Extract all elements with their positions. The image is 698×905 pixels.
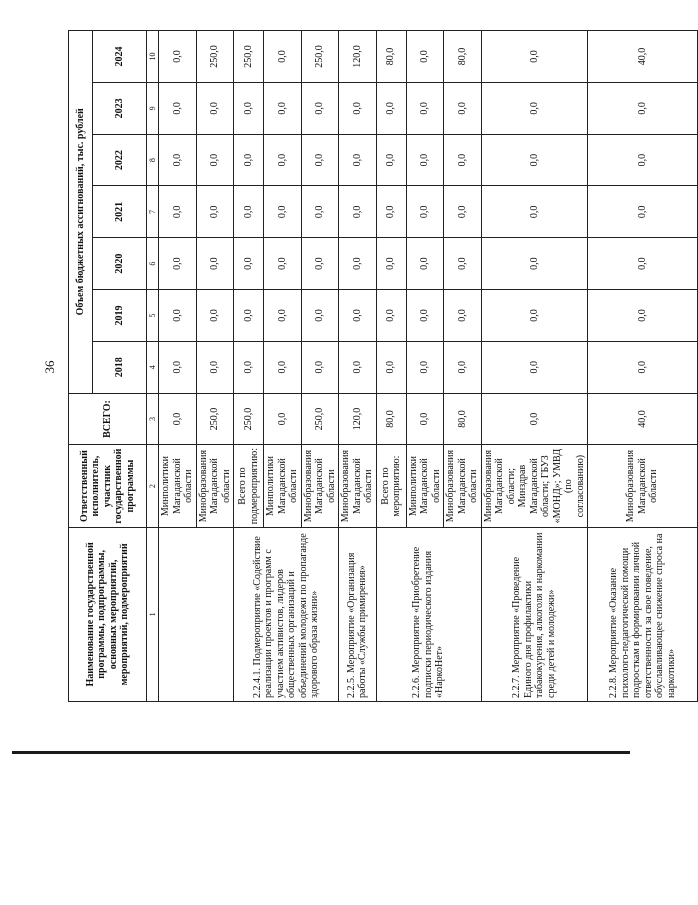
year-value: 0,0 <box>159 290 197 342</box>
header-year-2023: 2023 <box>93 82 147 134</box>
executor-cell: Минполитики Магаданской области <box>264 445 302 527</box>
year-value: 0,0 <box>264 341 302 393</box>
column-number: 10 <box>147 31 159 83</box>
year-value: 0,0 <box>264 31 302 83</box>
year-value: 0,0 <box>376 290 406 342</box>
year-value: 0,0 <box>376 186 406 238</box>
table-row <box>234 31 264 702</box>
year-value: 0,0 <box>444 82 482 134</box>
year-value: 0,0 <box>339 186 377 238</box>
header-name: Наименование государственной программы, подпрограммы, основных мероприятий, мероприятий, подмероприятий <box>69 527 147 701</box>
activity-name: 2.2.5. Мероприятие «Организация работы «Службы примирения» <box>339 527 377 701</box>
column-number: 4 <box>147 341 159 393</box>
year-value: 0,0 <box>196 186 234 238</box>
header-executor: Ответственный исполнитель, участник государственной программы <box>69 445 147 527</box>
year-value: 0,0 <box>234 238 264 290</box>
page-number: 36 <box>42 360 57 374</box>
year-value: 0,0 <box>481 134 588 186</box>
year-value: 0,0 <box>444 238 482 290</box>
year-value: 0,0 <box>196 134 234 186</box>
total-value: 40,0 <box>588 393 698 445</box>
year-value: 0,0 <box>406 82 444 134</box>
year-value: 80,0 <box>376 31 406 83</box>
year-value: 0,0 <box>264 186 302 238</box>
year-value: 0,0 <box>588 82 698 134</box>
year-value: 0,0 <box>196 290 234 342</box>
total-value: 80,0 <box>376 393 406 445</box>
executor-cell: Всего по мероприятию: <box>376 445 406 527</box>
year-value: 0,0 <box>159 186 197 238</box>
year-value: 0,0 <box>301 341 339 393</box>
year-value: 0,0 <box>406 186 444 238</box>
year-value: 40,0 <box>588 31 698 83</box>
year-value: 0,0 <box>301 238 339 290</box>
column-number: 7 <box>147 186 159 238</box>
year-value: 0,0 <box>159 82 197 134</box>
year-value: 0,0 <box>159 238 197 290</box>
year-value: 0,0 <box>376 341 406 393</box>
year-value: 0,0 <box>481 238 588 290</box>
year-value: 0,0 <box>339 341 377 393</box>
header-budget-group: Объем бюджетных ассигнований, тыс. рублей <box>69 31 93 394</box>
year-value: 0,0 <box>339 134 377 186</box>
year-value: 0,0 <box>444 134 482 186</box>
year-value: 0,0 <box>588 290 698 342</box>
total-value: 0,0 <box>159 393 197 445</box>
table-row <box>376 31 406 702</box>
year-value: 80,0 <box>444 31 482 83</box>
header-year-2022: 2022 <box>93 134 147 186</box>
year-value: 0,0 <box>376 134 406 186</box>
page-divider <box>12 751 630 754</box>
year-value: 0,0 <box>481 186 588 238</box>
year-value: 0,0 <box>444 290 482 342</box>
executor-cell: Минполитики Магаданской области <box>159 445 197 527</box>
year-value: 0,0 <box>234 341 264 393</box>
year-value: 250,0 <box>301 31 339 83</box>
activity-name: 2.2.4.1. Подмероприятие «Содействие реализации проектов и программ с участием активистов, лидеров общественных организаций и объединений молодежи по пропаганде здорового образа жизни» <box>234 527 339 701</box>
total-value: 250,0 <box>234 393 264 445</box>
year-value: 0,0 <box>588 238 698 290</box>
year-value: 0,0 <box>588 186 698 238</box>
executor-cell: Минобразования Магаданской области <box>339 445 377 527</box>
executor-cell: Минобразования Магаданской области <box>196 445 234 527</box>
total-value: 250,0 <box>301 393 339 445</box>
year-value: 0,0 <box>301 82 339 134</box>
executor-cell: Минобразования Магаданской области <box>444 445 482 527</box>
year-value: 0,0 <box>234 134 264 186</box>
year-value: 0,0 <box>376 238 406 290</box>
executor-cell: Всего по подмероприятию: <box>234 445 264 527</box>
year-value: 0,0 <box>339 82 377 134</box>
year-value: 0,0 <box>234 82 264 134</box>
year-value: 0,0 <box>588 134 698 186</box>
table-row <box>339 31 377 702</box>
year-value: 0,0 <box>301 134 339 186</box>
total-value: 250,0 <box>196 393 234 445</box>
table-row <box>588 31 698 702</box>
year-value: 0,0 <box>264 290 302 342</box>
column-number: 1 <box>147 527 159 701</box>
header-year-2019: 2019 <box>93 290 147 342</box>
year-value: 0,0 <box>339 238 377 290</box>
year-value: 0,0 <box>264 134 302 186</box>
year-value: 250,0 <box>196 31 234 83</box>
activity-name: 2.2.7. Мероприятие «Проведение Единого дня профилактики табакокурения, алкоголя и наркомании среди детей и молодежи» <box>481 527 588 701</box>
year-value: 0,0 <box>196 82 234 134</box>
year-value: 0,0 <box>481 290 588 342</box>
column-number: 2 <box>147 445 159 527</box>
total-value: 80,0 <box>444 393 482 445</box>
activity-name: 2.2.8. Мероприятие «Оказание психолого-педагогической помощи подросткам в формировании личной ответственности за свое поведение, обуславливающее снижение спроса на наркотики» <box>588 527 698 701</box>
year-value: 0,0 <box>301 290 339 342</box>
executor-cell: Минполитики Магаданской области <box>406 445 444 527</box>
year-value: 0,0 <box>406 134 444 186</box>
year-value: 0,0 <box>196 341 234 393</box>
year-value: 0,0 <box>159 341 197 393</box>
year-value: 0,0 <box>406 341 444 393</box>
total-value: 0,0 <box>481 393 588 445</box>
executor-cell: Минобразования Магаданской области; Минздрав Магаданской области; ГБУЗ «МОНД»; УМВД (по согласованию) <box>481 445 588 527</box>
column-number: 9 <box>147 82 159 134</box>
year-value: 0,0 <box>301 186 339 238</box>
activity-name: 2.2.6. Мероприятие «Приобретение подписки периодического издания «НаркоНет» <box>376 527 481 701</box>
total-value: 0,0 <box>406 393 444 445</box>
year-value: 0,0 <box>406 238 444 290</box>
year-value: 0,0 <box>264 82 302 134</box>
table-row <box>159 31 197 702</box>
year-value: 0,0 <box>481 31 588 83</box>
activity-name <box>159 527 234 701</box>
year-value: 0,0 <box>234 290 264 342</box>
year-value: 250,0 <box>234 31 264 83</box>
year-value: 0,0 <box>159 134 197 186</box>
header-total: ВСЕГО: <box>69 393 147 445</box>
year-value: 120,0 <box>339 31 377 83</box>
year-value: 0,0 <box>444 186 482 238</box>
year-value: 0,0 <box>196 238 234 290</box>
year-value: 0,0 <box>406 290 444 342</box>
year-value: 0,0 <box>444 341 482 393</box>
executor-cell: Минобразования Магаданской области <box>301 445 339 527</box>
column-number: 5 <box>147 290 159 342</box>
year-value: 0,0 <box>376 82 406 134</box>
header-year-2020: 2020 <box>93 238 147 290</box>
year-value: 0,0 <box>264 238 302 290</box>
year-value: 0,0 <box>339 290 377 342</box>
budget-table-rotated <box>68 30 677 702</box>
budget-table <box>68 30 698 702</box>
column-number: 8 <box>147 134 159 186</box>
header-year-2024: 2024 <box>93 31 147 83</box>
year-value: 0,0 <box>588 341 698 393</box>
total-value: 120,0 <box>339 393 377 445</box>
year-value: 0,0 <box>481 82 588 134</box>
year-value: 0,0 <box>406 31 444 83</box>
header-year-2018: 2018 <box>93 341 147 393</box>
column-number: 3 <box>147 393 159 445</box>
year-value: 0,0 <box>481 341 588 393</box>
total-value: 0,0 <box>264 393 302 445</box>
year-value: 0,0 <box>234 186 264 238</box>
table-row <box>481 31 588 702</box>
year-value: 0,0 <box>159 31 197 83</box>
column-number: 6 <box>147 238 159 290</box>
header-year-2021: 2021 <box>93 186 147 238</box>
executor-cell: Минобразования Магаданской области <box>588 445 698 527</box>
